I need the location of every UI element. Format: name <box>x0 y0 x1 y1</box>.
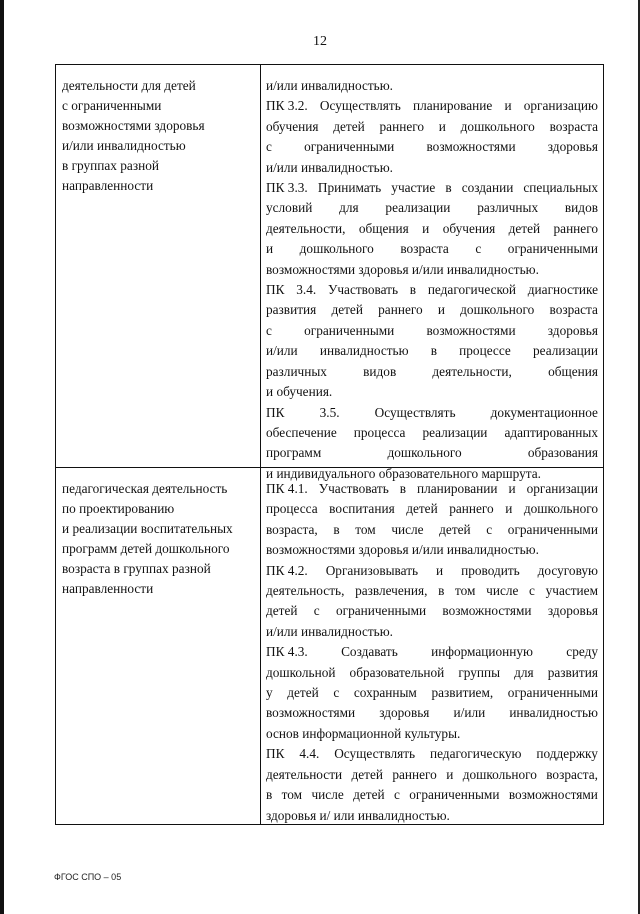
word: детей <box>508 220 541 236</box>
word: реализации <box>532 343 598 359</box>
word: с <box>486 521 493 537</box>
word: и <box>266 241 274 257</box>
word: с <box>529 583 535 599</box>
word: диагностике <box>527 282 598 298</box>
word: планирование <box>412 98 493 114</box>
word: планировании <box>416 481 498 496</box>
competency-line <box>266 198 598 218</box>
competency-line <box>266 403 598 423</box>
word: различных <box>266 363 327 379</box>
table-row <box>56 65 603 481</box>
word: детей <box>331 302 363 318</box>
scan-edge-left <box>0 0 4 914</box>
competency-line <box>266 785 598 805</box>
page-number: 12 <box>313 34 327 49</box>
activity-line: возможностями здоровья <box>62 118 205 133</box>
word: реализации <box>385 200 451 216</box>
word: ПК 4.2. <box>266 562 308 578</box>
word: 3.4. <box>296 282 317 298</box>
word: Организовывать <box>325 562 419 578</box>
competency-line <box>266 642 598 662</box>
word: детей <box>287 685 319 701</box>
competency-line <box>266 683 598 703</box>
word: с <box>266 139 272 155</box>
word: и <box>437 302 445 318</box>
word: у <box>266 685 273 701</box>
word: специальных <box>523 180 598 196</box>
word: условий <box>266 200 313 216</box>
competency-line <box>266 321 598 341</box>
word: развития <box>547 664 598 680</box>
word: возраста, <box>546 766 598 782</box>
word: видов <box>363 363 397 379</box>
word: Участвовать <box>318 481 389 496</box>
word: процесса <box>353 424 406 440</box>
word: ограниченными <box>507 521 598 537</box>
word: дошкольного <box>299 241 374 257</box>
word: возраста <box>400 241 449 257</box>
word: педагогическую <box>429 746 522 762</box>
activity-line: программ детей дошкольного <box>62 541 230 556</box>
word: педагогической <box>427 282 517 298</box>
competency-line <box>266 341 598 361</box>
word: детей <box>439 521 471 537</box>
word: Участвовать <box>327 282 399 298</box>
word: и <box>508 481 516 496</box>
word: поддержку <box>536 746 598 762</box>
word: возможностями <box>426 139 516 155</box>
competency-line: возможностями здоровья и/или инвалидностью. <box>266 542 539 558</box>
word: обучения <box>442 220 496 236</box>
word: с <box>393 787 400 803</box>
word: образовательной <box>349 664 445 680</box>
word: дошкольного <box>460 118 535 134</box>
competency-line <box>266 423 598 443</box>
competency-line <box>266 479 598 499</box>
word: раннего <box>379 118 424 134</box>
competencies-cell <box>261 468 603 824</box>
competency-line: и/или инвалидностью. <box>266 78 394 93</box>
word: том <box>455 583 476 599</box>
word: дошкольного <box>387 445 462 461</box>
word: процесса <box>266 501 318 517</box>
word: деятельность, <box>266 583 345 599</box>
competency-line: и/или инвалидностью. <box>266 159 394 175</box>
word: числе <box>391 521 424 537</box>
competency-line <box>266 520 598 540</box>
word: в <box>430 343 437 359</box>
word: дошкольного <box>460 302 535 318</box>
competency-line <box>266 561 598 581</box>
word: ограниченными <box>409 787 500 803</box>
activity-line: в группах разной <box>62 158 159 173</box>
word: сохранным <box>353 685 417 701</box>
word: информационную <box>431 644 533 660</box>
word: для <box>339 200 359 216</box>
word: здоровья <box>547 322 598 338</box>
competency-line: и/или инвалидностью. <box>266 623 394 639</box>
word: раннего <box>449 501 494 517</box>
word: дошкольного <box>462 766 537 782</box>
word: ПК <box>266 282 285 298</box>
activity-line: и реализации воспитательных <box>62 521 233 536</box>
word: раннего <box>392 766 437 782</box>
word: документационное <box>490 404 598 420</box>
word: развития <box>266 302 317 318</box>
word: досуговую <box>537 562 598 578</box>
word: программ <box>266 445 322 461</box>
word: раннего <box>378 302 423 318</box>
competency-line: здоровья и/ или инвалидностью. <box>266 807 450 823</box>
word: ПК 3.2. <box>266 98 308 114</box>
word: здоровья <box>547 603 598 619</box>
word: адаптированных <box>504 424 598 440</box>
word: детей <box>266 603 298 619</box>
word: 3.5. <box>319 404 340 420</box>
word: деятельности <box>266 766 343 782</box>
word: ПК 4.3. <box>266 644 308 660</box>
word: возраста, <box>266 521 318 537</box>
competency-line <box>266 117 598 137</box>
competency-line: и индивидуального образовательного маршрута. <box>266 465 541 481</box>
word: и <box>422 220 430 236</box>
word: числе <box>486 583 519 599</box>
competency-line <box>266 239 598 259</box>
word: возможностями <box>426 322 516 338</box>
activity-line: деятельности для детей <box>62 78 196 93</box>
footer-code: ФГОС СПО – 05 <box>54 872 122 882</box>
word: обучения <box>266 118 319 134</box>
word: возраста <box>549 118 598 134</box>
competency-line <box>266 601 598 621</box>
competency-line <box>266 499 598 519</box>
word: с <box>475 241 482 257</box>
word: здоровья <box>547 139 598 155</box>
competency-line: возможностями здоровья и/или инвалидностью. <box>266 261 539 277</box>
word: воспитания <box>329 501 395 517</box>
word: ограниченными <box>304 139 395 155</box>
word: ПК 4.1. <box>266 481 308 496</box>
word: возможностями <box>508 787 598 803</box>
word: общения <box>548 363 598 379</box>
word: участие <box>391 180 436 196</box>
activity-type-cell <box>56 65 261 467</box>
competency-line <box>266 744 598 764</box>
word: и <box>505 501 513 517</box>
word: инвалидностью <box>509 705 598 721</box>
word: и <box>446 766 454 782</box>
word: в <box>333 521 340 537</box>
word: реализации <box>422 424 488 440</box>
activity-line: с ограниченными <box>62 98 162 113</box>
word: в <box>409 282 417 298</box>
competency-line <box>266 581 598 601</box>
word: ограниченными <box>335 603 427 619</box>
activity-line: возраста в группах разной <box>62 561 211 576</box>
word: общения <box>358 220 409 236</box>
word: детей <box>351 766 383 782</box>
competency-line <box>266 219 598 239</box>
word: Осуществлять <box>334 746 416 762</box>
word: организации <box>526 481 598 496</box>
word: для <box>514 664 534 680</box>
word: детей <box>353 787 385 803</box>
competency-line <box>266 663 598 683</box>
competency-line <box>266 96 598 116</box>
word: и <box>504 98 512 114</box>
competency-table <box>55 64 604 825</box>
word: ПК <box>266 746 285 762</box>
word: 4.4. <box>299 746 320 762</box>
word: создании <box>461 180 514 196</box>
competency-line <box>266 137 598 157</box>
activity-line: направленности <box>62 178 154 193</box>
word: с <box>333 685 340 701</box>
competency-line <box>266 765 598 785</box>
word: дошкольного <box>523 501 598 517</box>
word: здоровья <box>379 705 430 721</box>
competency-line <box>266 280 598 300</box>
competency-line: основ информационной культуры. <box>266 725 461 741</box>
word: участием <box>545 583 598 599</box>
word: Принимать <box>317 180 382 196</box>
word: детей <box>406 501 438 517</box>
word: Осуществлять <box>374 404 456 420</box>
word: и/или <box>453 705 486 721</box>
word: развлечения, <box>355 583 428 599</box>
word: с <box>313 603 320 619</box>
word: в <box>445 180 452 196</box>
word: развитием, <box>431 685 494 701</box>
word: возможностями <box>266 705 356 721</box>
word: ПК 3.3. <box>266 180 308 196</box>
word: инвалидностью <box>319 343 409 359</box>
word: детей <box>333 118 365 134</box>
word: образования <box>527 445 598 461</box>
activity-line: и/или инвалидностью <box>62 138 186 153</box>
word: и <box>436 562 444 578</box>
word: числе <box>311 787 344 803</box>
word: деятельности, <box>266 220 346 236</box>
word: ПК <box>266 404 285 420</box>
word: в <box>399 481 407 496</box>
competency-line: и обучения. <box>266 384 333 400</box>
activity-line: направленности <box>62 581 154 596</box>
competency-line <box>266 443 598 463</box>
competency-line <box>266 703 598 723</box>
word: ограниченными <box>507 685 598 701</box>
word: том <box>355 521 376 537</box>
word: видов <box>564 200 598 216</box>
word: среду <box>566 644 598 660</box>
word: в <box>266 787 273 803</box>
word: процессе <box>459 343 511 359</box>
activity-line: педагогическая деятельность <box>62 481 228 496</box>
word: ограниченными <box>507 241 598 257</box>
competencies-cell <box>261 65 603 481</box>
word: раннего <box>553 220 598 236</box>
table-row <box>56 468 603 824</box>
word: том <box>281 787 303 803</box>
word: и/или <box>266 343 298 359</box>
word: дошкольной <box>266 664 336 680</box>
activity-line: по проектированию <box>62 501 175 516</box>
word: проводить <box>461 562 520 578</box>
word: с <box>266 322 272 338</box>
word: возраста <box>549 302 598 318</box>
competency-line <box>266 178 598 198</box>
activity-type-cell <box>56 468 261 824</box>
word: и <box>438 118 446 134</box>
word: Осуществлять <box>319 98 401 114</box>
word: организацию <box>523 98 598 114</box>
competency-line <box>266 300 598 320</box>
word: различных <box>477 200 539 216</box>
word: группы <box>458 664 501 680</box>
word: ограниченными <box>304 322 395 338</box>
word: в <box>438 583 445 599</box>
word: возможностями <box>442 603 532 619</box>
word: Создавать <box>341 644 398 660</box>
word: обеспечение <box>266 424 337 440</box>
competency-line <box>266 362 598 382</box>
word: деятельности, <box>432 363 512 379</box>
